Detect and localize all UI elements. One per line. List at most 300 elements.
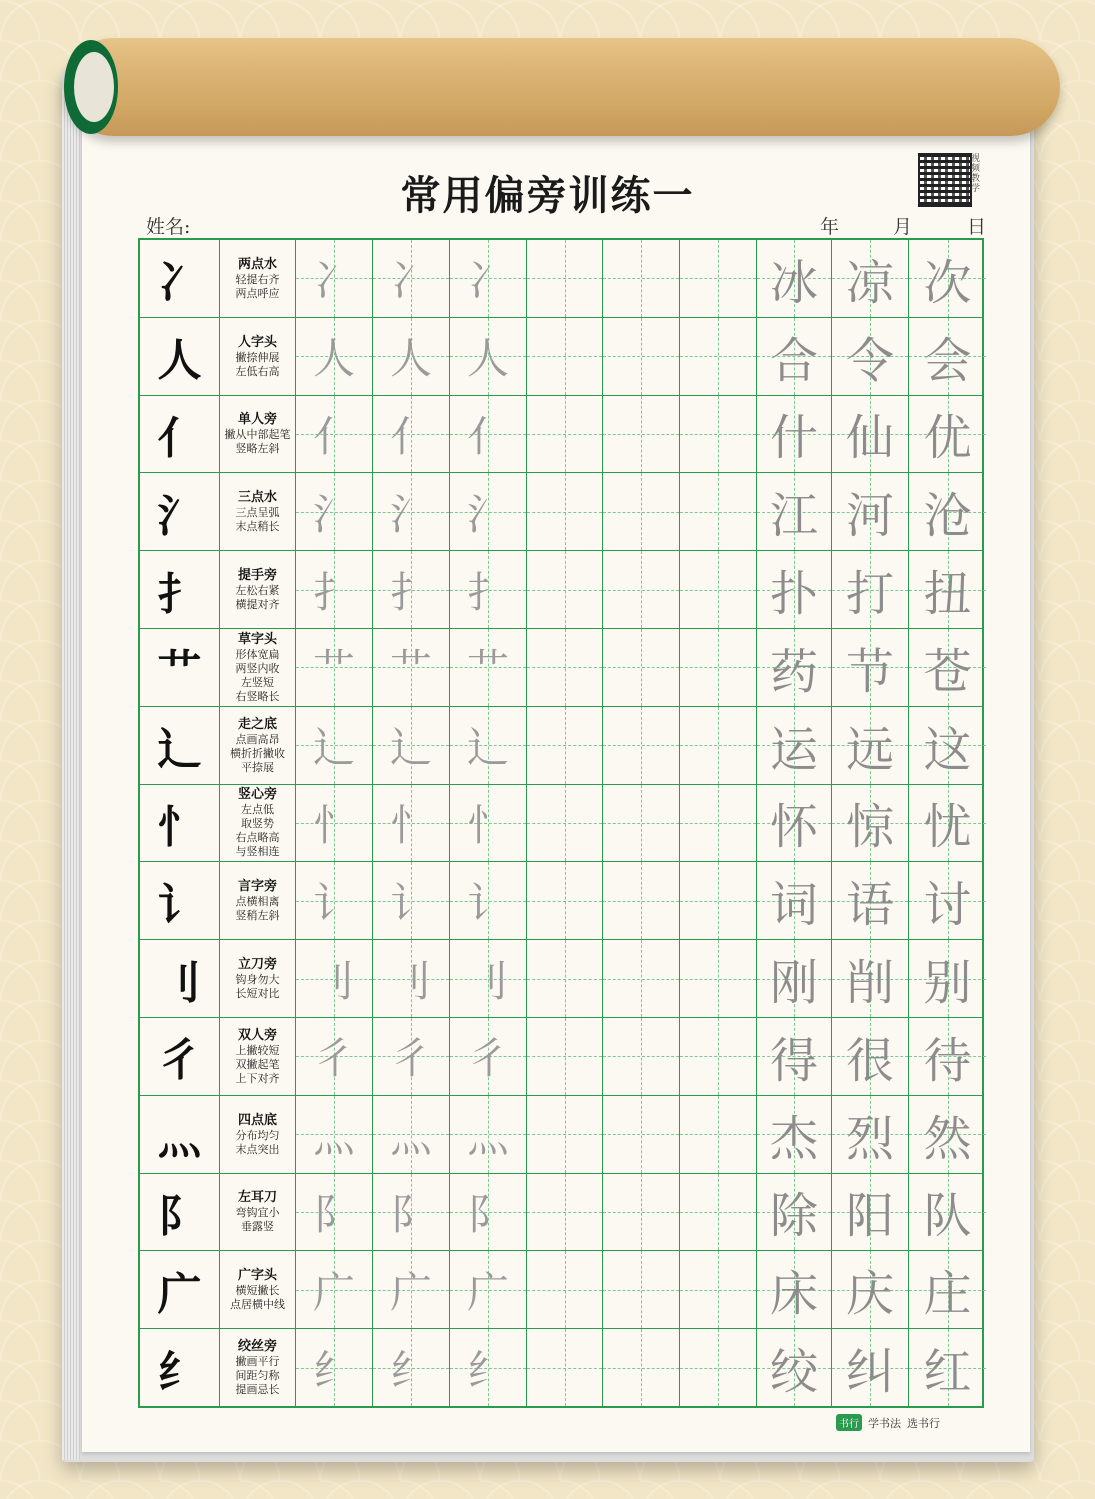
trace-cell[interactable] bbox=[450, 1251, 527, 1328]
trace-cell[interactable] bbox=[450, 396, 527, 473]
trace-radical: 氵 bbox=[466, 489, 509, 539]
blank-practice-cell[interactable] bbox=[680, 1251, 757, 1328]
blank-practice-cell[interactable] bbox=[527, 862, 603, 939]
blank-practice-cell[interactable] bbox=[680, 1018, 757, 1095]
radical-description bbox=[220, 862, 296, 939]
radical-tip: 横折折撇收 bbox=[230, 746, 285, 760]
blank-practice-cell[interactable] bbox=[527, 240, 603, 317]
example-char: 阳 bbox=[845, 1188, 894, 1245]
trace-cell[interactable] bbox=[450, 1096, 527, 1173]
blank-practice-cell[interactable] bbox=[680, 785, 757, 862]
example-char: 合 bbox=[769, 332, 818, 389]
radical-char: 灬 bbox=[157, 1113, 202, 1165]
trace-radical: 刂 bbox=[389, 956, 432, 1006]
radical-tip: 轻提右齐 bbox=[235, 272, 280, 286]
blank-practice-cell[interactable] bbox=[527, 707, 603, 784]
example-char: 药 bbox=[769, 643, 818, 700]
trace-radical: 阝 bbox=[466, 1189, 509, 1239]
radical-description bbox=[220, 1329, 296, 1406]
radical-char: 辶 bbox=[157, 724, 202, 776]
radical-description bbox=[220, 551, 296, 628]
example-char: 队 bbox=[923, 1188, 972, 1245]
trace-radical: 艹 bbox=[312, 645, 355, 695]
trace-cell[interactable] bbox=[296, 1018, 373, 1095]
radical-char: 人 bbox=[157, 335, 202, 387]
trace-radical: 艹 bbox=[466, 645, 509, 695]
radical-tip: 分布均匀 bbox=[235, 1128, 280, 1142]
example-char: 打 bbox=[845, 566, 894, 623]
blank-practice-cell[interactable] bbox=[680, 940, 757, 1017]
example-char: 令 bbox=[845, 332, 894, 389]
example-char: 沧 bbox=[923, 488, 972, 545]
radical-description bbox=[220, 396, 296, 473]
trace-cell[interactable] bbox=[296, 707, 373, 784]
radical-tip: 末点稍长 bbox=[235, 520, 280, 534]
radical-name: 言字旁 bbox=[237, 879, 277, 895]
blank-practice-cell[interactable] bbox=[527, 629, 603, 706]
example-char: 很 bbox=[845, 1032, 894, 1089]
table-row bbox=[140, 473, 982, 551]
trace-radical: 扌 bbox=[312, 567, 355, 617]
radical-description bbox=[220, 785, 296, 862]
example-char: 庆 bbox=[845, 1266, 894, 1323]
example-char: 削 bbox=[845, 955, 894, 1012]
example-cell bbox=[832, 629, 909, 706]
example-cell bbox=[909, 1096, 986, 1173]
radical-tip: 末点突出 bbox=[235, 1142, 280, 1156]
blank-practice-cell[interactable] bbox=[680, 396, 757, 473]
trace-cell[interactable] bbox=[450, 240, 527, 317]
blank-practice-cell[interactable] bbox=[680, 318, 757, 395]
example-cell bbox=[832, 473, 909, 550]
radical-char: 纟 bbox=[157, 1346, 202, 1398]
trace-cell[interactable] bbox=[373, 473, 450, 550]
trace-radical: 氵 bbox=[389, 489, 432, 539]
year-label: 年 bbox=[820, 216, 840, 238]
trace-cell[interactable] bbox=[373, 785, 450, 862]
paper-roll bbox=[64, 38, 1060, 136]
example-char: 词 bbox=[769, 877, 818, 934]
example-cell bbox=[832, 862, 909, 939]
table-row bbox=[140, 785, 982, 863]
trace-cell[interactable] bbox=[373, 862, 450, 939]
trace-radical: 纟 bbox=[312, 1345, 355, 1395]
example-cell bbox=[757, 1251, 832, 1328]
example-cell bbox=[832, 707, 909, 784]
trace-cell[interactable] bbox=[373, 551, 450, 628]
example-char: 次 bbox=[923, 254, 972, 311]
trace-radical: 扌 bbox=[389, 567, 432, 617]
blank-practice-cell[interactable] bbox=[680, 707, 757, 784]
radical-name: 草字头 bbox=[237, 631, 277, 647]
trace-radical: 人 bbox=[466, 334, 509, 384]
brand-logo: 书行 bbox=[836, 1414, 862, 1431]
example-cell bbox=[832, 1251, 909, 1328]
radical-tip: 左点低 bbox=[241, 803, 274, 817]
radical-tip: 横提对齐 bbox=[235, 598, 280, 612]
blank-practice-cell[interactable] bbox=[527, 1096, 603, 1173]
radical-description bbox=[220, 940, 296, 1017]
trace-cell[interactable] bbox=[373, 1329, 450, 1406]
example-cell bbox=[909, 1018, 986, 1095]
radical-description bbox=[220, 707, 296, 784]
example-char: 会 bbox=[923, 332, 972, 389]
trace-radical: 忄 bbox=[312, 800, 355, 850]
blank-practice-cell[interactable] bbox=[680, 1329, 757, 1406]
example-cell bbox=[909, 1251, 986, 1328]
example-cell bbox=[757, 1174, 832, 1251]
example-char: 河 bbox=[845, 488, 894, 545]
radical-name: 竖心旁 bbox=[237, 787, 277, 803]
example-cell bbox=[757, 396, 832, 473]
example-char: 纠 bbox=[845, 1344, 894, 1401]
trace-cell[interactable] bbox=[373, 1174, 450, 1251]
trace-cell[interactable] bbox=[373, 940, 450, 1017]
trace-radical: 讠 bbox=[389, 878, 432, 928]
example-cell bbox=[832, 1018, 909, 1095]
radical-tip: 提画忌长 bbox=[235, 1383, 280, 1397]
blank-practice-cell[interactable] bbox=[680, 1174, 757, 1251]
blank-practice-cell[interactable] bbox=[527, 1174, 603, 1251]
trace-cell[interactable] bbox=[373, 396, 450, 473]
radical-cell bbox=[140, 1096, 220, 1173]
radical-description bbox=[220, 240, 296, 317]
example-cell bbox=[909, 396, 986, 473]
example-char: 忧 bbox=[923, 799, 972, 856]
example-cell bbox=[757, 940, 832, 1017]
radical-char: 冫 bbox=[157, 257, 202, 309]
example-cell bbox=[757, 629, 832, 706]
qr-label: 视频教学 bbox=[971, 154, 981, 194]
radical-tip: 双撇起笔 bbox=[235, 1057, 280, 1071]
blank-practice-cell[interactable] bbox=[603, 862, 680, 939]
trace-cell[interactable] bbox=[373, 1018, 450, 1095]
radical-description bbox=[220, 318, 296, 395]
example-cell bbox=[832, 318, 909, 395]
trace-cell[interactable] bbox=[450, 318, 527, 395]
trace-radical: 亻 bbox=[466, 411, 509, 461]
radical-char: 忄 bbox=[157, 801, 202, 853]
radical-tip: 点居横中线 bbox=[230, 1298, 285, 1312]
example-cell bbox=[832, 1096, 909, 1173]
blank-practice-cell[interactable] bbox=[680, 862, 757, 939]
trace-cell[interactable] bbox=[296, 1096, 373, 1173]
trace-cell[interactable] bbox=[450, 1329, 527, 1406]
blank-practice-cell[interactable] bbox=[527, 785, 603, 862]
example-char: 语 bbox=[845, 877, 894, 934]
blank-practice-cell[interactable] bbox=[603, 551, 680, 628]
trace-radical: 冫 bbox=[389, 256, 432, 306]
trace-cell[interactable] bbox=[450, 1174, 527, 1251]
month-label: 月 bbox=[893, 216, 913, 238]
example-cell bbox=[832, 785, 909, 862]
footer-slogan-2: 选书行 bbox=[907, 1416, 940, 1430]
example-char: 凉 bbox=[845, 254, 894, 311]
radical-char: 艹 bbox=[157, 646, 202, 698]
trace-radical: 冫 bbox=[466, 256, 509, 306]
trace-cell[interactable] bbox=[450, 473, 527, 550]
name-label: 姓名: bbox=[146, 216, 191, 238]
example-char: 杰 bbox=[769, 1110, 818, 1167]
radical-description bbox=[220, 1018, 296, 1095]
radical-name: 提手旁 bbox=[237, 568, 277, 584]
blank-practice-cell[interactable] bbox=[680, 629, 757, 706]
trace-cell[interactable] bbox=[373, 707, 450, 784]
table-row bbox=[140, 1329, 982, 1407]
example-cell bbox=[909, 707, 986, 784]
table-row bbox=[140, 396, 982, 474]
radical-cell bbox=[140, 318, 220, 395]
example-char: 苍 bbox=[923, 643, 972, 700]
trace-cell[interactable] bbox=[296, 629, 373, 706]
radical-name: 左耳刀 bbox=[237, 1190, 277, 1206]
trace-radical: 辶 bbox=[466, 723, 509, 773]
blank-practice-cell[interactable] bbox=[603, 396, 680, 473]
trace-cell[interactable] bbox=[450, 1018, 527, 1095]
footer bbox=[836, 1414, 940, 1431]
trace-cell[interactable] bbox=[296, 1329, 373, 1406]
footer-slogan-1: 学书法 bbox=[868, 1416, 901, 1430]
example-cell bbox=[757, 318, 832, 395]
example-char: 仙 bbox=[845, 410, 894, 467]
example-cell bbox=[832, 1174, 909, 1251]
day-label: 日 bbox=[967, 216, 987, 238]
table-row bbox=[140, 1174, 982, 1252]
radical-cell bbox=[140, 473, 220, 550]
table-row bbox=[140, 1018, 982, 1096]
trace-radical: 广 bbox=[312, 1267, 355, 1317]
blank-practice-cell[interactable] bbox=[527, 396, 603, 473]
radical-cell bbox=[140, 1329, 220, 1406]
example-cell bbox=[832, 240, 909, 317]
trace-cell[interactable] bbox=[296, 473, 373, 550]
trace-radical: 纟 bbox=[389, 1345, 432, 1395]
radical-cell bbox=[140, 551, 220, 628]
blank-practice-cell[interactable] bbox=[603, 785, 680, 862]
radical-char: 广 bbox=[157, 1268, 202, 1320]
radical-tip: 平捺展 bbox=[241, 760, 274, 774]
radical-cell bbox=[140, 1018, 220, 1095]
example-cell bbox=[832, 1329, 909, 1406]
radical-char: 阝 bbox=[157, 1190, 202, 1242]
trace-radical: 刂 bbox=[312, 956, 355, 1006]
example-char: 得 bbox=[769, 1032, 818, 1089]
table-row bbox=[140, 629, 982, 707]
example-char: 优 bbox=[923, 410, 972, 467]
trace-radical: 亻 bbox=[389, 411, 432, 461]
example-char: 待 bbox=[923, 1032, 972, 1089]
radical-tip: 撇捺伸展 bbox=[235, 350, 280, 364]
blank-practice-cell[interactable] bbox=[603, 1018, 680, 1095]
example-char: 庄 bbox=[923, 1266, 972, 1323]
radical-name: 三点水 bbox=[237, 490, 277, 506]
trace-cell[interactable] bbox=[296, 785, 373, 862]
example-cell bbox=[757, 1329, 832, 1406]
radical-description bbox=[220, 1174, 296, 1251]
example-cell bbox=[757, 473, 832, 550]
page-title: 常用偏旁训练一 bbox=[400, 172, 695, 219]
example-char: 然 bbox=[923, 1110, 972, 1167]
example-char: 讨 bbox=[923, 877, 972, 934]
radical-name: 单人旁 bbox=[237, 412, 277, 428]
example-char: 烈 bbox=[845, 1110, 894, 1167]
example-cell bbox=[757, 240, 832, 317]
trace-cell[interactable] bbox=[296, 1174, 373, 1251]
radical-description bbox=[220, 629, 296, 706]
trace-radical: 灬 bbox=[389, 1112, 432, 1162]
example-char: 运 bbox=[769, 721, 818, 778]
blank-practice-cell[interactable] bbox=[603, 1329, 680, 1406]
trace-cell[interactable] bbox=[296, 240, 373, 317]
example-cell bbox=[832, 940, 909, 1017]
table-row bbox=[140, 240, 982, 318]
example-char: 扭 bbox=[923, 566, 972, 623]
radical-cell bbox=[140, 396, 220, 473]
radical-cell bbox=[140, 862, 220, 939]
practice-grid bbox=[138, 238, 984, 1408]
radical-tip: 两竖内收 bbox=[235, 661, 280, 675]
trace-radical: 辶 bbox=[312, 723, 355, 773]
blank-practice-cell[interactable] bbox=[527, 940, 603, 1017]
blank-practice-cell[interactable] bbox=[527, 1329, 603, 1406]
example-char: 扑 bbox=[769, 566, 818, 623]
trace-cell[interactable] bbox=[296, 1251, 373, 1328]
radical-cell bbox=[140, 240, 220, 317]
trace-cell[interactable] bbox=[373, 240, 450, 317]
radical-tip: 长短对比 bbox=[235, 987, 280, 1001]
trace-radical: 灬 bbox=[312, 1112, 355, 1162]
example-char: 绞 bbox=[769, 1344, 818, 1401]
trace-radical: 辶 bbox=[389, 723, 432, 773]
trace-radical: 阝 bbox=[312, 1189, 355, 1239]
trace-cell[interactable] bbox=[450, 785, 527, 862]
radical-tip: 竖略左斜 bbox=[235, 442, 280, 456]
qr-code-icon[interactable] bbox=[918, 153, 972, 207]
radical-tip: 三点呈弧 bbox=[235, 506, 280, 520]
trace-cell[interactable] bbox=[296, 940, 373, 1017]
blank-practice-cell[interactable] bbox=[603, 707, 680, 784]
radical-tip: 左松右紧 bbox=[235, 584, 280, 598]
radical-description bbox=[220, 473, 296, 550]
radical-name: 双人旁 bbox=[237, 1027, 277, 1043]
radical-tip: 两点呼应 bbox=[235, 286, 280, 300]
blank-practice-cell[interactable] bbox=[603, 240, 680, 317]
radical-tip: 点横相离 bbox=[235, 895, 280, 909]
blank-practice-cell[interactable] bbox=[680, 473, 757, 550]
example-cell bbox=[909, 318, 986, 395]
radical-tip: 竖稍左斜 bbox=[235, 909, 280, 923]
radical-tip: 形体宽扁 bbox=[235, 647, 280, 661]
blank-practice-cell[interactable] bbox=[603, 318, 680, 395]
trace-cell[interactable] bbox=[296, 862, 373, 939]
blank-practice-cell[interactable] bbox=[527, 318, 603, 395]
blank-practice-cell[interactable] bbox=[527, 1251, 603, 1328]
trace-cell[interactable] bbox=[373, 318, 450, 395]
roll-end-inner bbox=[74, 52, 114, 122]
blank-practice-cell[interactable] bbox=[603, 1251, 680, 1328]
trace-radical: 冫 bbox=[312, 256, 355, 306]
trace-radical: 讠 bbox=[312, 878, 355, 928]
blank-practice-cell[interactable] bbox=[527, 473, 603, 550]
example-cell bbox=[909, 1329, 986, 1406]
trace-radical: 讠 bbox=[466, 878, 509, 928]
blank-practice-cell[interactable] bbox=[603, 629, 680, 706]
example-cell bbox=[909, 785, 986, 862]
trace-cell[interactable] bbox=[296, 318, 373, 395]
radical-char: 扌 bbox=[157, 568, 202, 620]
trace-radical: 广 bbox=[466, 1267, 509, 1317]
blank-practice-cell[interactable] bbox=[603, 940, 680, 1017]
trace-radical: 艹 bbox=[389, 645, 432, 695]
radical-tip: 横短撇长 bbox=[235, 1284, 280, 1298]
table-row bbox=[140, 1096, 982, 1174]
example-char: 怀 bbox=[769, 799, 818, 856]
trace-cell[interactable] bbox=[373, 1096, 450, 1173]
example-cell bbox=[832, 396, 909, 473]
radical-tip: 间距匀称 bbox=[235, 1369, 280, 1383]
radical-char: 氵 bbox=[157, 490, 202, 542]
example-cell bbox=[832, 551, 909, 628]
trace-radical: 扌 bbox=[466, 567, 509, 617]
radical-description bbox=[220, 1251, 296, 1328]
trace-cell[interactable] bbox=[450, 551, 527, 628]
trace-radical: 忄 bbox=[466, 800, 509, 850]
radical-cell bbox=[140, 785, 220, 862]
radical-name: 两点水 bbox=[237, 256, 277, 272]
trace-cell[interactable] bbox=[450, 707, 527, 784]
example-char: 惊 bbox=[845, 799, 894, 856]
example-cell bbox=[909, 473, 986, 550]
example-char: 别 bbox=[923, 955, 972, 1012]
example-char: 冰 bbox=[769, 254, 818, 311]
radical-cell bbox=[140, 1251, 220, 1328]
trace-cell[interactable] bbox=[450, 629, 527, 706]
example-char: 这 bbox=[923, 721, 972, 778]
blank-practice-cell[interactable] bbox=[603, 1096, 680, 1173]
example-char: 江 bbox=[769, 488, 818, 545]
trace-radical: 彳 bbox=[389, 1034, 432, 1084]
example-char: 节 bbox=[845, 643, 894, 700]
radical-cell bbox=[140, 629, 220, 706]
trace-cell[interactable] bbox=[373, 1251, 450, 1328]
radical-tip: 取竖势 bbox=[241, 817, 274, 831]
radical-tip: 点画高昂 bbox=[235, 732, 280, 746]
blank-practice-cell[interactable] bbox=[680, 240, 757, 317]
blank-practice-cell[interactable] bbox=[603, 1174, 680, 1251]
trace-cell[interactable] bbox=[450, 862, 527, 939]
radical-tip: 弯钩宜小 bbox=[235, 1206, 280, 1220]
example-cell bbox=[909, 240, 986, 317]
radical-name: 立刀旁 bbox=[237, 957, 277, 973]
radical-tip: 垂露竖 bbox=[241, 1220, 274, 1234]
radical-tip: 撇画平行 bbox=[235, 1355, 280, 1369]
radical-tip: 与竖相连 bbox=[235, 845, 280, 859]
blank-practice-cell[interactable] bbox=[527, 551, 603, 628]
trace-radical: 灬 bbox=[466, 1112, 509, 1162]
blank-practice-cell[interactable] bbox=[680, 1096, 757, 1173]
example-cell bbox=[909, 629, 986, 706]
trace-cell[interactable] bbox=[450, 940, 527, 1017]
blank-practice-cell[interactable] bbox=[527, 1018, 603, 1095]
blank-practice-cell[interactable] bbox=[680, 551, 757, 628]
radical-description bbox=[220, 1096, 296, 1173]
blank-practice-cell[interactable] bbox=[603, 473, 680, 550]
trace-cell[interactable] bbox=[373, 629, 450, 706]
trace-radical: 刂 bbox=[466, 956, 509, 1006]
trace-cell[interactable] bbox=[296, 396, 373, 473]
radical-name: 走之底 bbox=[237, 716, 277, 732]
trace-cell[interactable] bbox=[296, 551, 373, 628]
